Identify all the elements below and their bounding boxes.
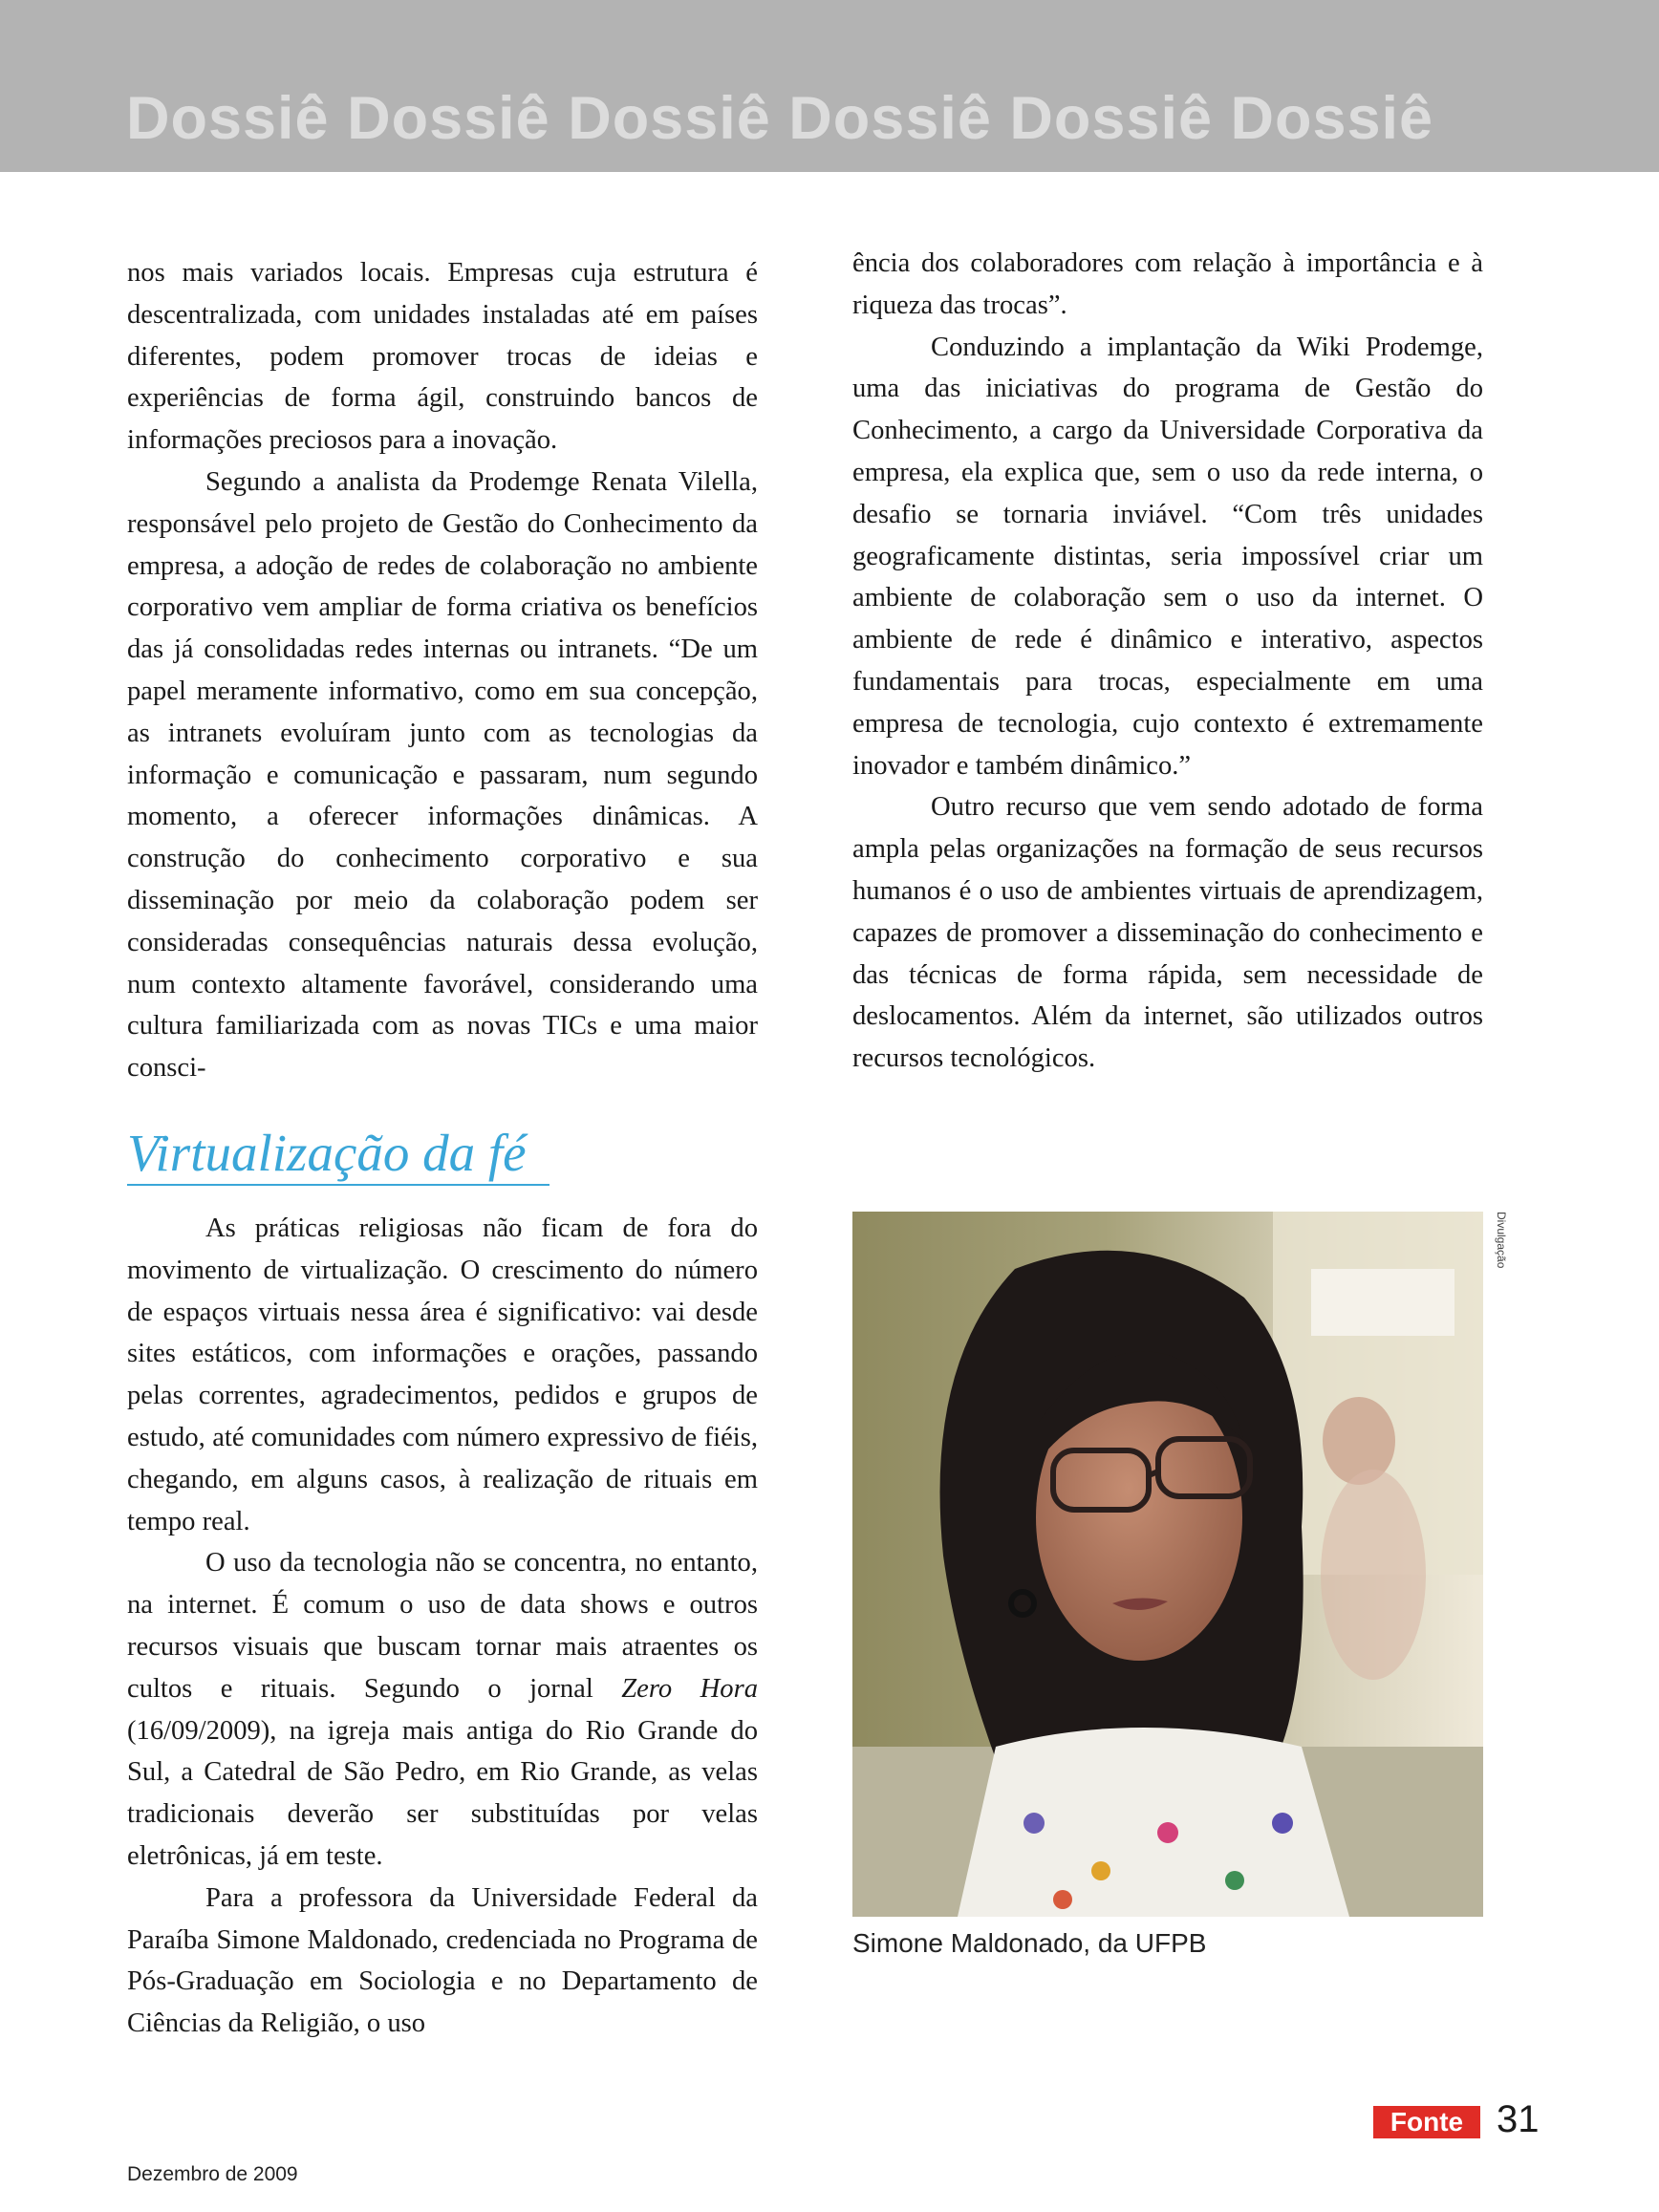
section-title-underline — [127, 1184, 549, 1186]
paragraph: ência dos colaboradores com relação à importância e à riqueza das trocas”. — [852, 248, 1483, 320]
photo-caption: Simone Maldonado, da UFPB — [852, 1928, 1207, 1958]
paragraph-text: O uso da tecnologia não se concentra, no entanto, na internet. É comum o uso de data shows e outros recursos visuais que buscam tornar mais atraentes os cultos e rituais. Segundo o jornal — [127, 1548, 758, 1704]
footer-date: Dezembro de 2009 — [127, 2163, 298, 2185]
paragraph: Outro recurso que vem sendo adotado de forma ampla pelas organizações na formação de seus recursos humanos é o uso de ambientes virtuais de aprendizagem, capazes de promover a disseminação do conhecimento e das técnicas de forma rápida, sem necessidade de deslocamentos. Além da internet, são utilizados outros recursos tecnológicos. — [852, 792, 1483, 1074]
paragraph: nos mais variados locais. Empresas cuja estrutura é descentralizada, com unidades instaladas até em países diferentes, podem promover trocas de ideias e experiências de forma ágil, construindo bancos de informações preciosos para a inovação. — [127, 258, 758, 456]
article-column-right — [852, 243, 1483, 1080]
banner-title: Dossiê Dossiê Dossiê Dossiê Dossiê Dossiê — [126, 85, 1434, 152]
magazine-logo-text: Fonte — [1390, 2107, 1464, 2137]
photo-credit — [1489, 1212, 1508, 1278]
paragraph: Para a professora da Universidade Federal da Paraíba Simone Maldonado, credenciada no Programa de Pós-Graduação em Sociologia e no Departamento de Ciências da Religião, o uso — [127, 1882, 758, 2039]
paragraph — [127, 1542, 758, 1877]
paragraph-text: (16/09/2009), na igreja mais antiga do Rio Grande do Sul, a Catedral de São Pedro, em Rio Grande, as velas tradicionais deverão ser substituídas por velas eletrônicas, já em teste. — [127, 1715, 758, 1871]
section-column — [127, 1208, 758, 2045]
section-title: Virtualização da fé — [127, 1124, 527, 1182]
page-number: 31 — [1497, 2098, 1540, 2140]
article-column-left — [127, 252, 758, 1089]
portrait-photo — [852, 1212, 1483, 1917]
header-banner — [0, 0, 1659, 172]
magazine-logo — [1373, 2106, 1480, 2138]
photo-credit-text: Divulgação — [1495, 1212, 1508, 1269]
paragraph: As práticas religiosas não ficam de fora do movimento de virtualização. O crescimento do número de espaços virtuais nessa área é significativo: vai desde sites estáticos, com informações e orações, passando pelas correntes, agradecimentos, pedidos e grupos de estudo, até comunidades com número expressivo de fiéis, chegando, em alguns casos, à realização de rituais em tempo real. — [127, 1213, 758, 1536]
paragraph: Segundo a analista da Prodemge Renata Vilella, responsável pelo projeto de Gestão do Conhecimento da empresa, a adoção de redes de colaboração no ambiente corporativo vem ampliar de forma criativa os benefícios das já consolidadas redes internas ou intranets. “De um papel meramente informativo, como em sua concepção, as intranets evoluíram junto com as tecnologias da informação e comunicação e passaram, num segundo momento, a oferecer informações dinâmicas. A construção do conhecimento corporativo e sua disseminação por meio da colaboração podem ser consideradas consequências naturais dessa evolução, num contexto altamente favorável, considerando uma cultura familiarizada com as novas TICs e uma maior consci- — [127, 466, 758, 1084]
newspaper-name: Zero Hora — [621, 1673, 758, 1704]
paragraph: Conduzindo a implantação da Wiki Prodemge, uma das iniciativas do programa de Gestão do Conhecimento, a cargo da Universidade Corporativa da empresa, ela explica que, sem o uso da rede interna, o desafio se tornaria inviável. “Com três unidades geograficamente distintas, seria impossível criar um ambiente de colaboração sem o uso da internet. O ambiente de rede é dinâmico e interativo, aspectos fundamentais para trocas, especialmente em uma empresa de tecnologia, cujo contexto é extremamente inovador e também dinâmico.” — [852, 332, 1483, 781]
